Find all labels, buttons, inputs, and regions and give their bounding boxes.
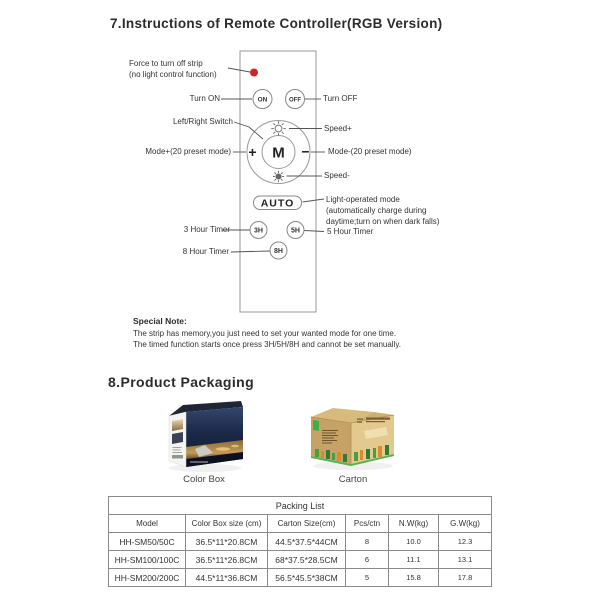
table-cell: 44.5*11*36.8CM bbox=[186, 569, 268, 587]
special-note-heading: Special Note: bbox=[133, 316, 187, 326]
timer-3h-button bbox=[250, 222, 267, 239]
table-cell: 56.5*45.5*38CM bbox=[268, 569, 346, 587]
column-header: Carton Size(cm) bbox=[268, 515, 346, 533]
packing-list-table bbox=[108, 496, 492, 587]
svg-text:5H: 5H bbox=[291, 227, 300, 235]
column-header: G.W(kg) bbox=[439, 515, 492, 533]
on-button bbox=[253, 90, 272, 109]
table-cell: HH-SM100/100C bbox=[109, 551, 186, 569]
table-cell: 36.5*11*26.8CM bbox=[186, 551, 268, 569]
table-row bbox=[109, 533, 492, 551]
turn-off-label: Turn OFF bbox=[323, 94, 358, 103]
special-note-line2: The timed function starts once press 3H/5H/8H and cannot be set manually. bbox=[133, 340, 401, 349]
svg-text:OFF: OFF bbox=[289, 97, 301, 104]
carton-caption: Carton bbox=[338, 474, 368, 485]
minus-button: − bbox=[301, 143, 310, 160]
svg-text:8H: 8H bbox=[274, 248, 283, 256]
mode-minus-label: Mode-(20 preset mode) bbox=[328, 147, 412, 156]
force-off-label bbox=[129, 58, 217, 80]
sun-dim-icon bbox=[273, 171, 284, 182]
table-title: Packing List bbox=[109, 497, 492, 515]
svg-text:3H: 3H bbox=[254, 227, 263, 235]
table-cell: 15.8 bbox=[389, 569, 439, 587]
table-row bbox=[109, 551, 492, 569]
table-cell: HH-SM200/200C bbox=[109, 569, 186, 587]
left-right-switch-label: Left/Right Switch bbox=[172, 117, 233, 126]
timer-5h-button bbox=[287, 222, 304, 239]
mode-button-label: M bbox=[272, 144, 285, 162]
carton-image bbox=[306, 404, 398, 472]
table-cell: 13.1 bbox=[439, 551, 492, 569]
table-cell: 6 bbox=[346, 551, 389, 569]
table-cell: 36.5*11*20.8CM bbox=[186, 533, 268, 551]
timer8-label: 8 Hour Timer bbox=[182, 247, 229, 256]
timer5-label: 5 Hour Timer bbox=[327, 227, 374, 236]
table-cell: 5 bbox=[346, 569, 389, 587]
table-title-row bbox=[109, 497, 492, 515]
force-off-line1: Force to turn off strip bbox=[129, 59, 203, 68]
light-operated-line3: daytime;turn on when dark falls) bbox=[326, 217, 440, 226]
column-header: Pcs/ctn bbox=[346, 515, 389, 533]
mode-plus-label: Mode+(20 preset mode) bbox=[145, 147, 231, 156]
column-header: Model bbox=[109, 515, 186, 533]
red-indicator-dot bbox=[250, 69, 258, 77]
off-button bbox=[286, 90, 305, 109]
table-cell: 17.8 bbox=[439, 569, 492, 587]
plus-button: + bbox=[248, 144, 257, 160]
table-cell: HH-SM50/50C bbox=[109, 533, 186, 551]
light-operated-line1: Light-operated mode bbox=[326, 195, 400, 204]
section7-title: 7.Instructions of Remote Controller(RGB Version) bbox=[110, 16, 443, 31]
table-header-row bbox=[109, 515, 492, 533]
svg-text:ON: ON bbox=[257, 96, 268, 104]
table-cell: 12.3 bbox=[439, 533, 492, 551]
light-operated-line2: (automatically charge during bbox=[326, 206, 427, 215]
table-cell: 10.0 bbox=[389, 533, 439, 551]
speed-minus-label: Speed- bbox=[324, 171, 350, 180]
svg-text:AUTO: AUTO bbox=[260, 197, 295, 210]
light-operated-label bbox=[326, 194, 439, 227]
table-cell: 11.1 bbox=[389, 551, 439, 569]
auto-button bbox=[254, 196, 302, 210]
timer3-label: 3 Hour Timer bbox=[183, 225, 230, 234]
table-cell: 44.5*37.5*44CM bbox=[268, 533, 346, 551]
speed-plus-label: Speed+ bbox=[324, 124, 352, 133]
turn-on-label: Turn ON bbox=[189, 94, 220, 103]
section8-title: 8.Product Packaging bbox=[108, 374, 255, 390]
table-row bbox=[109, 569, 492, 587]
special-note-line1: The strip has memory,you just need to set your wanted mode for one time. bbox=[133, 328, 397, 338]
force-off-line2: (no light control function) bbox=[129, 70, 217, 79]
special-note bbox=[133, 316, 401, 351]
column-header: N.W(kg) bbox=[389, 515, 439, 533]
timer-8h-button bbox=[270, 242, 287, 259]
column-header: Color Box size (cm) bbox=[186, 515, 268, 533]
table-cell: 68*37.5*28.5CM bbox=[268, 551, 346, 569]
table-cell: 8 bbox=[346, 533, 389, 551]
color-box-image bbox=[161, 399, 247, 475]
color-box-caption: Color Box bbox=[183, 474, 225, 485]
